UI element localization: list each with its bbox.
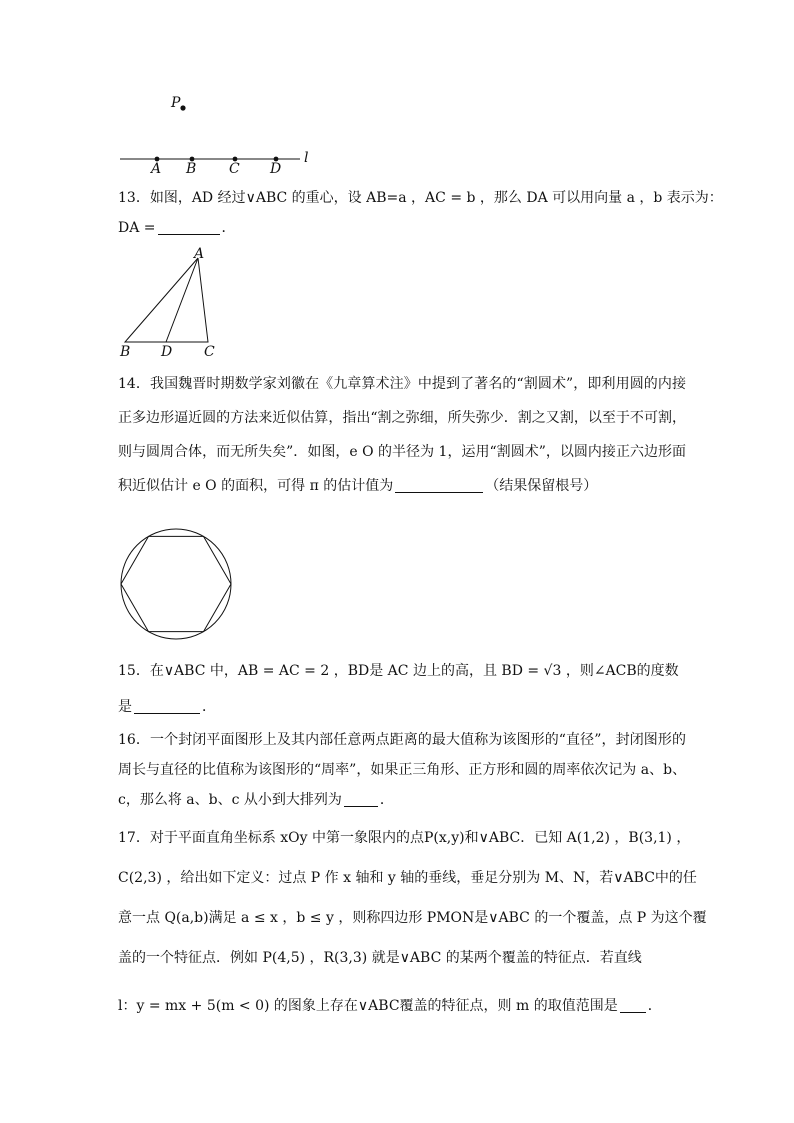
q17-line-4: 盖的一个特征点．例如 P(4,5) ，R(3,3) 就是∨ABC 的某两个覆盖的特征点．若直线: [118, 950, 642, 966]
q17-line-2: C(2,3) ，给出如下定义：过点 P 作 x 轴和 y 轴的垂线，垂足分别为 M、N，若∨ABC中的任: [118, 870, 697, 886]
q16-line-1: 16．一个封闭平面图形上及其内部任意两点距离的最大值称为该图形的“直径”，封闭图形的: [118, 732, 686, 748]
label-d: D: [270, 161, 282, 177]
point-p-dot: [180, 105, 185, 110]
tri-label-c: C: [204, 344, 215, 360]
q13-line-1: 13．如图，AD 经过∨ABC 的重心，设 AB=a ，AC = b ，那么 DA 可以用向量 a ，b 表示为：: [118, 190, 723, 206]
q16-line-3-prefix: c，那么将 a、b、c 从小到大排列为: [118, 792, 342, 808]
q17-line-5-prefix: l：y = mx + 5(m < 0) 的图象上存在∨ABC覆盖的特征点，则 m 的取值范围是: [118, 998, 618, 1014]
q15-line-2-suffix: ．: [202, 699, 216, 715]
label-line-l: l: [304, 150, 309, 166]
q15-line-2: [118, 696, 216, 716]
tri-label-d: D: [161, 344, 173, 360]
q16-line-3-suffix: ．: [379, 792, 394, 808]
figure-14-circle-hexagon: [115, 525, 240, 645]
tri-label-a: A: [194, 246, 205, 262]
q15-answer-blank[interactable]: [134, 699, 200, 714]
q14-line-4-prefix: 积近似估计 e O 的面积，可得 π 的估计值为: [118, 478, 394, 494]
q16-line-3: [118, 789, 394, 809]
q13-answer-suffix: ．: [221, 220, 236, 236]
q16-line-2: 周长与直径的比值称为该图形的“周率”，如果正三角形、正方形和圆的周率依次记为 a、b、: [118, 762, 687, 778]
q13-answer-blank[interactable]: [158, 220, 220, 235]
q17-line-5: [118, 995, 662, 1015]
inscribed-hexagon: [121, 536, 231, 631]
q17-line-1: 17．对于平面直角坐标系 xOy 中第一象限内的点P(x,y)和∨ABC．已知 A(1,2) ，B(3,1) ，: [118, 830, 691, 846]
q14-line-2: 正多边形逼近圆的方法来近似估算，指出“割之弥细，所失弥少．割之又割，以至于不可割，: [118, 410, 686, 426]
label-b: B: [186, 161, 197, 177]
q15-line-2-prefix: 是: [118, 699, 132, 715]
q14-line-3: 则与圆周合体，而无所失矣”．如图，e O 的半径为 1，运用“割圆术”，以圆内接正六边形面: [118, 444, 686, 460]
q14-answer-blank[interactable]: [395, 478, 483, 493]
q17-line-5-suffix: ．: [647, 998, 662, 1014]
tri-label-b: B: [120, 344, 131, 360]
triangle-abc: [125, 258, 208, 342]
q17-line-3: 意一点 Q(a,b)满足 a ≤ x ，b ≤ y ，则称四边形 PMON是∨ABC 的一个覆盖，点 P 为这个覆: [118, 910, 707, 926]
label-c: C: [229, 161, 240, 177]
q13-line-2: [118, 217, 236, 237]
q14-line-1: 14．我国魏晋时期数学家刘徽在《九章算术注》中提到了著名的“割圆术”，即利用圆的内接: [118, 376, 686, 392]
q14-line-4-suffix: （结果保留根号）: [485, 478, 598, 494]
q17-answer-blank[interactable]: [620, 998, 646, 1013]
figure-13-triangle: [115, 250, 225, 350]
segment-ad: [166, 258, 198, 342]
q13-answer-prefix: DA =: [118, 220, 156, 236]
label-p: P: [171, 95, 181, 111]
circle-o: [121, 529, 231, 639]
q15-line-1: 15．在∨ABC 中，AB = AC = 2 ，BD是 AC 边上的高，且 BD = √3 ，则∠ACB的度数: [118, 663, 679, 679]
figure-12-number-line: [110, 90, 330, 185]
q14-line-4: [118, 475, 597, 495]
q16-answer-blank[interactable]: [344, 792, 378, 807]
label-a: A: [151, 161, 162, 177]
